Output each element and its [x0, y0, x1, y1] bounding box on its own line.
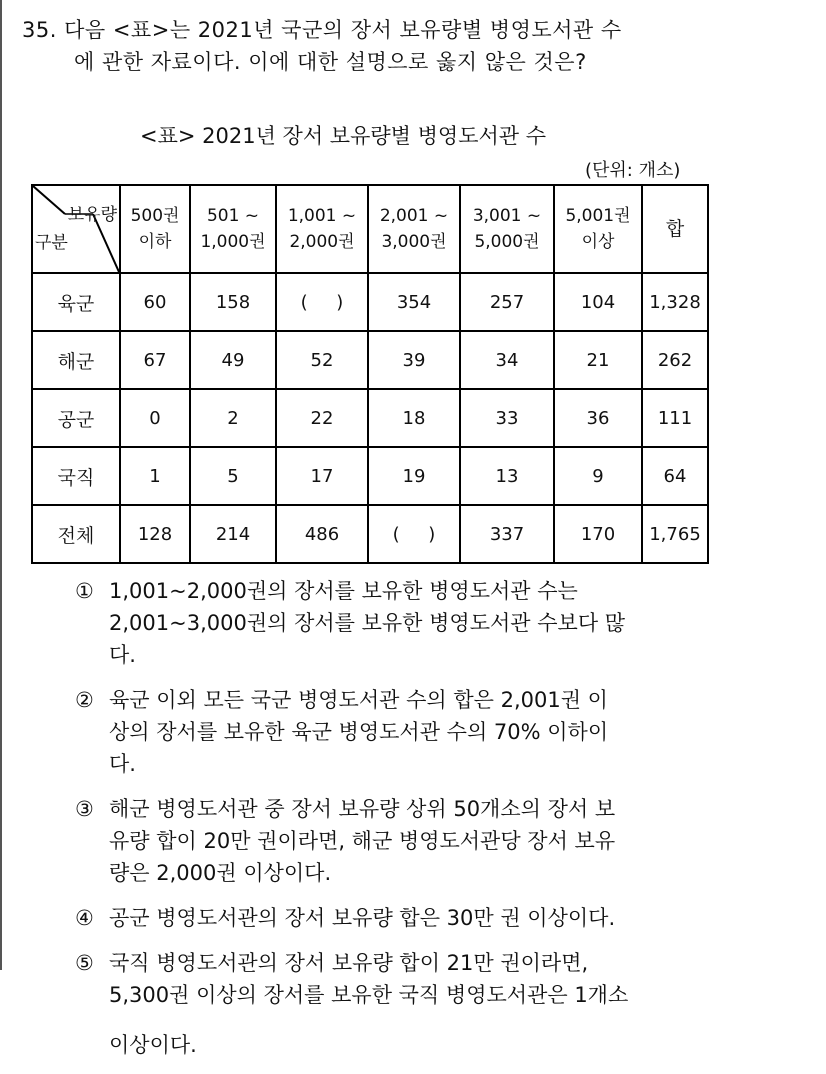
cell: 158 [190, 273, 276, 331]
header-cell: 501 ~ 1,000권 [190, 185, 276, 273]
choice-3[interactable]: ③ 해군 병영도서관 중 장서 보유량 상위 50개소의 장서 보 유량 합이 20만 권이라면, 해군 병영도서관당 장서 보유 량은 2,000권 이상이다. [75, 793, 775, 889]
question-line-1: 35. 다음 <표>는 2021년 국군의 장서 보유량별 병영도서관 수 [22, 18, 622, 42]
table-unit: (단위: 개소) [585, 160, 681, 181]
choice-number: ④ [75, 906, 94, 930]
table-row [32, 273, 708, 331]
choice-4[interactable]: ④ 공군 병영도서관의 장서 보유량 합은 30만 권 이상이다. [75, 902, 775, 934]
cell: 1,328 [642, 273, 708, 331]
table-row [32, 389, 708, 447]
cell: 17 [276, 447, 368, 505]
corner-bottom-label: 구분 [35, 233, 68, 253]
blank-cell: ( ) [368, 505, 460, 563]
cell: 0 [120, 389, 190, 447]
cell: 39 [368, 331, 460, 389]
cell: 21 [554, 331, 642, 389]
cell: 36 [554, 389, 642, 447]
left-margin-rule [0, 0, 2, 970]
cell: 33 [460, 389, 554, 447]
cell: 49 [190, 331, 276, 389]
header-cell: 500권 이하 [120, 185, 190, 273]
cell: 262 [642, 331, 708, 389]
header-cell: 1,001 ~ 2,000권 [276, 185, 368, 273]
cell: 486 [276, 505, 368, 563]
cell: 128 [120, 505, 190, 563]
data-table [31, 184, 709, 564]
cell: 9 [554, 447, 642, 505]
cell: 22 [276, 389, 368, 447]
row-label: 국직 [32, 447, 120, 505]
choice-5[interactable]: ⑤ 국직 병영도서관의 장서 보유량 합이 21만 권이라면, 5,300권 이상의 장서를 보유한 국직 병영도서관은 1개소 이상이다. [75, 947, 775, 1061]
cell: 5 [190, 447, 276, 505]
table-row-total [32, 505, 708, 563]
row-label: 육군 [32, 273, 120, 331]
row-label: 전체 [32, 505, 120, 563]
header-cell: 3,001 ~ 5,000권 [460, 185, 554, 273]
table-header-row [32, 185, 708, 273]
cell: 354 [368, 273, 460, 331]
cell: 64 [642, 447, 708, 505]
row-label: 공군 [32, 389, 120, 447]
choice-number: ⑤ [75, 951, 94, 975]
diagonal-line-icon [33, 186, 119, 272]
choice-number: ① [75, 579, 94, 603]
question-number: 35. [22, 18, 57, 42]
row-label: 해군 [32, 331, 120, 389]
header-cell: 2,001 ~ 3,000권 [368, 185, 460, 273]
question-line-2: 에 관한 자료이다. 이에 대한 설명으로 옳지 않은 것은? [74, 50, 587, 74]
cell: 104 [554, 273, 642, 331]
table-row [32, 447, 708, 505]
cell: 214 [190, 505, 276, 563]
header-cell: 5,001권 이상 [554, 185, 642, 273]
choice-number: ③ [75, 797, 94, 821]
answer-choices [75, 575, 775, 1074]
corner-cell [32, 185, 120, 273]
cell: 257 [460, 273, 554, 331]
cell: 60 [120, 273, 190, 331]
cell: 170 [554, 505, 642, 563]
cell: 13 [460, 447, 554, 505]
cell: 1 [120, 447, 190, 505]
corner-top-label: 보유량 [67, 205, 117, 225]
cell: 18 [368, 389, 460, 447]
cell: 19 [368, 447, 460, 505]
cell: 67 [120, 331, 190, 389]
cell: 2 [190, 389, 276, 447]
cell: 52 [276, 331, 368, 389]
cell: 34 [460, 331, 554, 389]
header-cell-sum: 합 [642, 185, 708, 273]
cell: 337 [460, 505, 554, 563]
choice-2[interactable]: ② 육군 이외 모든 국군 병영도서관 수의 합은 2,001권 이 상의 장서를 보유한 육군 병영도서관 수의 70% 이하이 다. [75, 684, 775, 780]
cell: 1,765 [642, 505, 708, 563]
choice-number: ② [75, 688, 94, 712]
choice-1[interactable]: ① 1,001~2,000권의 장서를 보유한 병영도서관 수는 2,001~3,000권의 장서를 보유한 병영도서관 수보다 많 다. [75, 575, 775, 671]
blank-cell: ( ) [276, 273, 368, 331]
question-stem [22, 14, 622, 78]
table-row [32, 331, 708, 389]
table-caption: <표> 2021년 장서 보유량별 병영도서관 수 [140, 124, 547, 148]
cell: 111 [642, 389, 708, 447]
